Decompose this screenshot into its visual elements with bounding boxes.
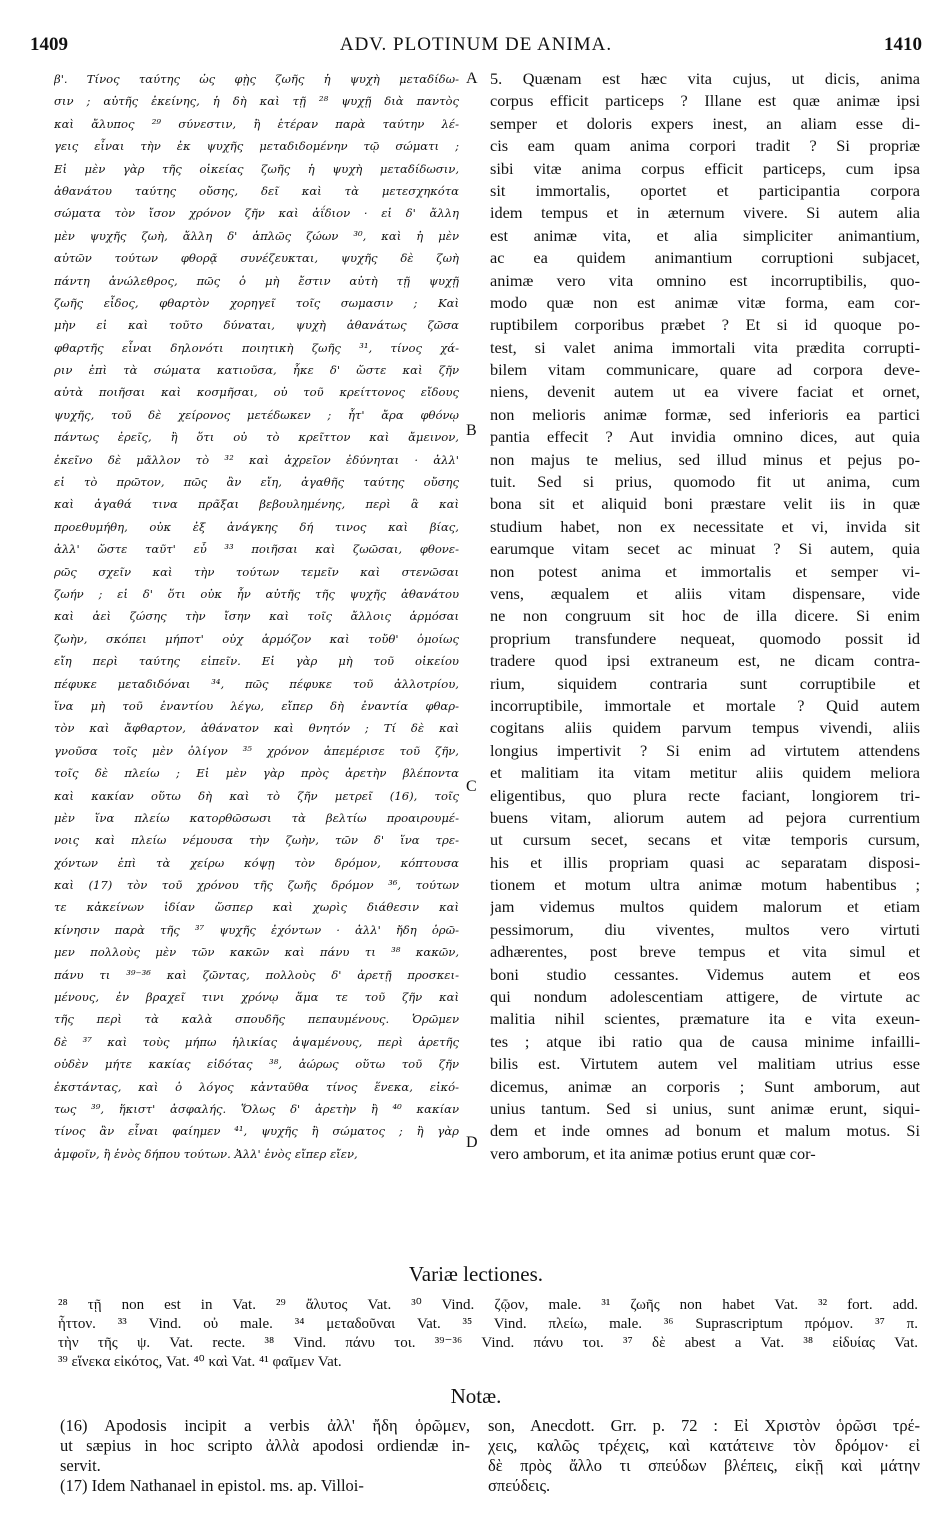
greek-text-line: ψυχῆς, τοῦ δὲ χείρονος μετέδωκεν ; ἦτ' ἄρα φθόνῳ [54, 407, 459, 422]
greek-text-line: β'. Τίνος ταύτης ὡς φῂς ζωῆς ἡ ψυχὴ μεταδίδω- [54, 72, 459, 86]
latin-text-line: studium habet, non ex necessitate et vi, invida sit [490, 516, 920, 536]
latin-text-line: cis eam quam anima corpori tradit ? Si propriæ [490, 136, 920, 156]
greek-text-line: μὲν ψυχῆς ζωὴ, ἄλλη δ' ἁπλῶς ζώων ³⁰, καὶ ἡ μὲν [54, 228, 459, 243]
greek-text-line: μὲν ἵνα πλείω κατορθῶσωσι τὰ βελτίω προαιρουμέ- [54, 810, 459, 825]
latin-text-line: pessimorum, diu viventes, multos vero virtuti [490, 919, 920, 939]
latin-text-line: non potest anima et immortalis et semper vi- [490, 561, 920, 581]
latin-text-line: rium, siquidem contraria sunt corruptibile et [490, 673, 920, 693]
greek-text-line: εἴη περὶ ταύτης εἰπεῖν. Εἰ γὰρ μὴ τοῦ οἰκείου [54, 654, 459, 669]
margin-letter-b: B [466, 422, 477, 439]
greek-text-line: πάντη ἀνώλεθρος, πῶς ὁ μὴ ἔστιν αὐτὴ τῇ ψυχῇ [54, 273, 459, 288]
greek-text-line: μεν πολλοὺς μὲν τῶν κακῶν καὶ πάνυ τι ³⁸ κακῶν, [54, 945, 459, 960]
note-line: (16) Apodosis incipit a verbis ἀλλ' ἤδη ὁρῶμεν, [60, 1416, 470, 1435]
greek-text-line: Εἰ μὲν γὰρ τῆς οἰκείας ζωῆς ἡ ψυχὴ μεταδίδωσιν, [54, 161, 459, 176]
latin-text-line: longius impertivit ? Si enim ad virtutem attendens [490, 740, 920, 760]
greek-text-line: ριν ἐπὶ τὰ σώματα κατιοῦσα, ἧκε δ' ὥστε καὶ ζῆν [54, 363, 459, 378]
variae-lectiones-line: ἧττον. ³³ Vind. οὐ male. ³⁴ μεταδοῦναι Vat. ³⁵ Vind. πλείω, male. ³⁶ Suprascriptum πρόμον. ³⁷ π. [58, 1316, 918, 1332]
greek-text-line: οὐδὲν μήτε κακίας εἰδότας ³⁸, ἀώρως οὕτω τοῦ ζῆν [54, 1057, 459, 1072]
greek-text-line: μὴν εἰ καὶ τοῦτο δύναται, ψυχὴ ἀθανάτως ζῶσα [54, 318, 459, 333]
latin-text-line: niens, devenit autem ut ea vivere faciat et ornet, [490, 382, 920, 402]
latin-text-line: vero amborum, et ita animæ potius erunt quæ cor- [490, 1143, 816, 1163]
latin-text-line: bilem vitam communicare, quare ad corpora deve- [490, 360, 920, 380]
latin-text-line: cogitans aliis quidem parvum tempus vivendi, aliis [490, 718, 920, 738]
page-number-right: 1410 [884, 34, 922, 55]
greek-text-line: χόντων ἐπὶ τὰ χείρω κόψῃ τὸν δρόμον, κόπτουσα [54, 855, 459, 870]
greek-text-line: δὲ ³⁷ καὶ τοὺς μήπω ἡλικίας ἀψαμένους, περὶ ἀρετῆς [54, 1034, 459, 1049]
greek-text-line: σώματα τὸν ἴσον χρόνον ζῆν καὶ ἀΐδιον · εἰ δ' ἄλλη [54, 206, 459, 221]
latin-text-line: bilis est. Virtutem autem vel malitiam utrius esse [490, 1054, 920, 1074]
latin-text-line: his et illis propriam quasi ac separatam disposi- [490, 852, 920, 872]
variae-lectiones-line: τὴν τῆς ψ. Vat. recte. ³⁸ Vind. πάνυ τοι. ³⁹⁻³⁶ Vind. πάνυ τοι. ³⁷ δὲ abest a Vat. ³⁸ εἰδυίας Vat. [58, 1335, 918, 1351]
greek-text-line: μένους, ἐν βραχεῖ τινι χρόνῳ ἅμα τε τοῦ ζῆν καὶ [54, 990, 459, 1005]
greek-text-line: κίνησιν παρὰ τῆς ³⁷ ψυχῆς ἐχόντων · ἀλλ' ἤδη ὁρῶ- [54, 922, 459, 937]
greek-text-line: γεις εἶναι τὴν ἐκ ψυχῆς μεταδιδομένην τῷ σώματι ; [54, 139, 459, 154]
notae-left-column [60, 1416, 470, 1496]
latin-text-line: corpus efficit particeps ? Illane est quæ animæ ipsi [490, 91, 920, 111]
greek-text-line: ζωῆς εἶδος, φθαρτὸν χορηγεῖ τοῖς σωμασιν ; Καὶ [54, 295, 459, 310]
latin-text-line: vens, æqualem et aliis vitam dispensare, vide [490, 583, 920, 603]
note-line: χεις, καλῶς τρέχεις, καὶ κατάτεινε τὸν δρόμον· εἰ [488, 1436, 920, 1455]
greek-text-line: ἀθανάτου ταύτης οὔσης, δεῖ καὶ τὰ μετεσχηκότα [54, 183, 459, 198]
variae-lectiones-line: ³⁹ εἵνεκα εἰκότος, Vat. ⁴⁰ καὶ Vat. ⁴¹ φαῖμεν Vat. [58, 1354, 342, 1370]
variae-lectiones-title: Variæ lectiones. [408, 1262, 544, 1286]
greek-text-line: αὐτὰ ποιῆσαι καὶ κοσμῆσαι, οὐ τοῦ κρείττονος εἴδους [54, 385, 459, 400]
notae-title: Notæ. [450, 1384, 502, 1408]
note-line: son, Anecdott. Grr. p. 72 : Εἰ Χριστὸν ὁρῶσι τρέ- [488, 1416, 920, 1435]
latin-text-line: tionem et motum ultra animæ motum habentibus ; [490, 875, 920, 895]
greek-text-line: φθαρτῆς εἶναι δηλονότι ποιητικὴ ζωῆς ³¹, τίνος χά- [54, 340, 459, 355]
latin-text-line: sit immortalis, oportet et participantia corpora [490, 180, 920, 200]
latin-text-line: eligentibus, quo plura recte faciant, longiorem tri- [490, 785, 920, 805]
latin-text-line: non melioris animæ formæ, sed inferioris ea partici [490, 404, 920, 424]
greek-text-line: τοῖς δὲ πλείω ; Εἰ μὲν γὰρ πρὸς ἀρετὴν βλέποντα [54, 766, 459, 781]
latin-text-line: ut cursum secet, secans et vitæ temporis cursum, [490, 830, 920, 850]
margin-letter-d: D [466, 1134, 478, 1151]
margin-letter-a: A [466, 70, 478, 87]
note-line: δὲ πρὸς ἄλλο τι σπεύδων βλέπεις, εἰκῇ καὶ μάτην [488, 1456, 920, 1475]
latin-text-line: semper et doloris expers inest, an aliam esse di- [490, 113, 920, 133]
latin-text-line: bona sit et aliquid boni præstare velit iis in quæ [490, 494, 920, 514]
variae-lectiones [58, 1296, 918, 1372]
latin-text-line: tradere quod ipsi extraneum est, ne dicam contra- [490, 651, 920, 671]
latin-text-line: earumque vitam secet ac minuat ? Si autem, quia [490, 539, 920, 559]
running-header [0, 34, 952, 60]
greek-text-line: τὸν καὶ ἄφθαρτον, ἀθάνατον καὶ θνητόν ; Τί δὲ καὶ [54, 721, 459, 736]
greek-text-line: σιν ; αὐτῆς ἐκείνης, ἡ δὴ καὶ τῇ ²⁸ ψυχῇ διὰ παντὸς [54, 94, 459, 109]
note-line: servit. [60, 1456, 101, 1475]
greek-text-line: καὶ (17) τὸν τοῦ χρόνου τῆς ζωῆς δρόμον ³⁶, τούτων [54, 878, 459, 893]
latin-text-line: jam videmus multos quidem malorum et etiam [490, 897, 920, 917]
greek-text-line: καὶ ἄλυπος ²⁹ σύνεστιν, ἢ ἑτέραν παρὰ ταύτην λέ- [54, 116, 459, 131]
greek-text-line: προεθυμήθη, οὐκ ἐξ ἀνάγκης δή τινος καὶ βίας, [54, 519, 459, 534]
greek-text-line: εἰ τὸ πρῶτον, πῶς ἂν εἴη, ἀγαθῆς ταύτης οὔσης [54, 475, 459, 490]
greek-text-line: ἀλλ' ὥστε ταῦτ' εὖ ³³ ποιῆσαι καὶ ζωῶσαι, φθονε- [54, 542, 459, 557]
greek-text-line: καὶ κακίαν οὕτω δὴ καὶ τὸ ζῆν μετρεῖ (16), τοῖς [54, 788, 459, 803]
latin-text-line: dem et inde omnes ad bonum et malum motus. Si [490, 1121, 920, 1141]
greek-text-line: καὶ ἀγαθά τινα πρᾶξαι βεβουλημένης, περὶ ἃ καὶ [54, 497, 459, 512]
greek-text-line: τως ³⁹, ἥκιστ' ἀσφαλής. Ὅλως δ' ἀρετὴν ἢ ⁴⁰ κακίαν [54, 1101, 459, 1116]
note-line: ut sæpius in hoc scripto ἀλλὰ apodosi ordiendæ in- [60, 1436, 470, 1455]
running-title: ADV. PLOTINUM DE ANIMA. [339, 34, 613, 55]
greek-text-line: ἀμφοῖν, ἢ ἑνὸς δήπου τούτων. Ἀλλ' ἑνὸς εἴπερ εἴεν, [54, 1146, 358, 1161]
greek-text-line: νοις καὶ πλείω νέμουσα τὴν ζωὴν, τῶν δ' ἵνα τρε- [54, 833, 459, 848]
greek-text-line: πάνυ τι ³⁹⁻³⁶ καὶ ζῶντας, πολλοὺς δ' ἀρετῇ προσκει- [54, 967, 459, 982]
latin-text-line: idem tempus et in æternum vivere. Si autem alia [490, 203, 920, 223]
greek-text-line: ζωὴν, σκόπει μήποτ' οὐχ ἁρμόζον καὶ τοὔθ' ὁμοίως [54, 631, 459, 646]
latin-text-line: non majus te melius, sed illud minus et pejus po- [490, 449, 920, 469]
greek-text-line: ἐκστάντας, καὶ ὁ λόγος κἀνταῦθα τίνος ἕνεκα, εἰκό- [54, 1079, 459, 1094]
latin-text-line: est animæ vita, et alia simpliciter animantium, [490, 225, 920, 245]
latin-text-line: boni studio cessantes. Videmus autem et eos [490, 964, 920, 984]
latin-text-line: test, si valet anima immortali vita prædita corrupti- [490, 337, 920, 357]
greek-text-line: πέφυκε μεταδιδόναι ³⁴, πῶς πέφυκε τοῦ ἀλλοτρίου, [54, 676, 459, 691]
greek-text-line: ζωήν ; εἰ δ' ὅτι οὐκ ἦν αὐτῆς τῆς ψυχῆς ἀθανάτου [54, 586, 459, 601]
latin-text-line: sibi vitæ anima corpus efficit particeps, cum ipsa [490, 158, 920, 178]
greek-text-line: ἵνα μὴ τοῦ ἐναντίου λέγω, εἴπερ δὴ ἐναντία φθαρ- [54, 698, 459, 713]
latin-text-line: 5. Quænam est hæc vita cujus, ut dicis, anima [490, 69, 920, 88]
latin-text-line: modo quæ non est animæ vitæ forma, eam cor- [490, 292, 920, 312]
latin-text-line: proprium transfundere nequeat, quomodo possit id [490, 628, 920, 648]
latin-text-line: tes ; atque ibi ratio qua de causa minime infailli- [490, 1031, 920, 1051]
page-number-left: 1409 [30, 34, 68, 55]
greek-text-line: τίνος ἂν εἶναι φαίημεν ⁴¹, ψυχῆς ἢ σώματος ; ἢ γὰρ [54, 1124, 459, 1139]
latin-text-line: ruptibilem corporibus præbet ? Et si id quoque po- [490, 315, 920, 335]
latin-text-line: unius tantum. Sed si unius, sunt animæ erunt, siqui- [490, 1098, 920, 1118]
greek-text-line: καὶ ἀεὶ ζώσης τὴν ἴσην καὶ τοῖς ἄλλοις ἁρμόσαι [54, 609, 459, 624]
latin-text-line: incorruptibile, immortale et mortale ? Quid autem [490, 695, 920, 715]
latin-text-line: ac ea quidem animantium corruptioni subjacet, [490, 248, 920, 268]
latin-text-line: pantia effecit ? Aut invidia omnino dices, aut quia [490, 427, 920, 447]
latin-text-line: buens vitam, aliorum autem ad pejora currentium [490, 807, 920, 827]
greek-text-line: πάντως ἐρεῖς, ἢ ὅτι οὐ τὸ κρεῖττον καὶ ἄμεινον, [54, 430, 459, 445]
latin-text-line: ne non congruum sit hoc de illa dicere. Si enim [490, 606, 920, 626]
latin-text-line: qui nondum adolescentiam attigere, de virtute ac [490, 987, 920, 1007]
note-line: (17) Idem Nathanael in epistol. ms. ap. Villoi- [60, 1476, 364, 1495]
greek-text-line: ρῶς σχεῖν καὶ τὴν τούτων τεμεῖν καὶ στενῶσαι [54, 564, 459, 579]
note-line: σπεύδεις. [488, 1476, 551, 1495]
notae-right-column [488, 1416, 920, 1496]
variae-lectiones-line: ²⁸ τῇ non est in Vat. ²⁹ ἄλυτος Vat. ³⁰ Vind. ζῷον, male. ³¹ ζωῆς non habet Vat. ³² fort. add. [58, 1297, 918, 1313]
greek-text-line: γνοῦσα τοῖς μὲν ὀλίγον ³⁵ χρόνον ἀπεμέρισε τοῦ ζῆν, [54, 743, 459, 758]
latin-text-column [490, 68, 920, 1165]
greek-text-line: αὐτῶν τούτων φθορᾷ συνέζευκται, ψυχῆς δὲ ζωὴ [54, 251, 459, 266]
greek-text-line: τε κἀκείνων ἰδίαν ὥσπερ καὶ χωρὶς διάθεσιν καὶ [54, 900, 459, 915]
latin-text-line: dicemus, animæ an corporis ; Sunt amborum, aut [490, 1076, 920, 1096]
latin-text-line: animæ vero vita omnino est incorruptibilis, quo- [490, 270, 920, 290]
latin-text-line: et malitiam ita vitam metitur aliis quidem meliora [490, 763, 920, 783]
margin-letter-c: C [466, 778, 477, 795]
greek-text-column [54, 68, 459, 1165]
greek-text-line: ἐκεῖνο δὲ μᾶλλον τὸ ³² καὶ ἀχρεῖον ἐδύνηται · ἀλλ' [54, 452, 459, 467]
latin-text-line: adhærentes, post breve tempus et vita simul et [490, 942, 920, 962]
greek-text-line: τῆς περὶ τὰ καλὰ σπουδῆς πεπαυμένους. Ὁρῶμεν [54, 1012, 459, 1027]
latin-text-line: tuit. Sed si prius, quomodo fit ut anima, cum [490, 472, 920, 492]
latin-text-line: malitia nihil scientes, præmature ita e vita exeun- [490, 1009, 920, 1029]
